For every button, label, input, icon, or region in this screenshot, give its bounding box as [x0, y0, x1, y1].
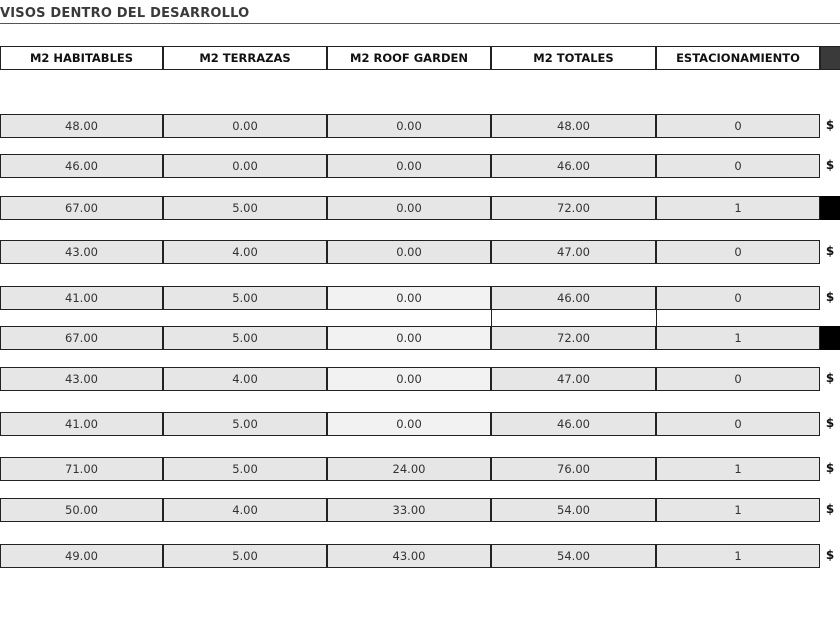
table-header	[0, 46, 840, 70]
table-row	[0, 154, 840, 178]
price-cell-blank	[820, 196, 840, 220]
table-row	[0, 196, 840, 220]
cell-terrazas: 4.00	[163, 498, 327, 522]
cell-roof: 0.00	[327, 412, 491, 436]
cell-totales: 46.00	[491, 154, 656, 178]
cell-estacionamiento: 0	[656, 240, 820, 264]
table-row	[0, 326, 840, 350]
table-row	[0, 457, 840, 481]
cell-terrazas: 5.00	[163, 196, 327, 220]
cell-estacionamiento: 1	[656, 544, 820, 568]
column-header-m2-totales: M2 TOTALES	[491, 46, 656, 70]
cell-habitables: 41.00	[0, 412, 163, 436]
cell-estacionamiento: 1	[656, 196, 820, 220]
cell-terrazas: 5.00	[163, 286, 327, 310]
cell-estacionamiento: 1	[656, 498, 820, 522]
cell-roof: 33.00	[327, 498, 491, 522]
cell-roof: 0.00	[327, 114, 491, 138]
cell-totales: 72.00	[491, 196, 656, 220]
table-row	[0, 286, 840, 310]
column-divider	[491, 310, 492, 326]
cell-terrazas: 5.00	[163, 412, 327, 436]
cell-terrazas: 5.00	[163, 326, 327, 350]
cell-habitables: 67.00	[0, 196, 163, 220]
cell-roof: 43.00	[327, 544, 491, 568]
price-currency: $	[825, 371, 835, 385]
cell-habitables: 50.00	[0, 498, 163, 522]
price-currency: $	[825, 290, 835, 304]
price-currency: $	[825, 158, 835, 172]
column-divider	[656, 310, 657, 326]
table-row	[0, 114, 840, 138]
cell-totales: 46.00	[491, 412, 656, 436]
price-currency: $	[825, 502, 835, 516]
cell-terrazas: 5.00	[163, 457, 327, 481]
table-row	[0, 367, 840, 391]
cell-habitables: 41.00	[0, 286, 163, 310]
cell-totales: 47.00	[491, 367, 656, 391]
cell-estacionamiento: 0	[656, 114, 820, 138]
cell-habitables: 67.00	[0, 326, 163, 350]
table-row	[0, 498, 840, 522]
cell-estacionamiento: 0	[656, 367, 820, 391]
title-divider	[0, 23, 840, 24]
column-header-estacionamiento: ESTACIONAMIENTO	[656, 46, 820, 70]
cell-estacionamiento: 0	[656, 286, 820, 310]
cell-terrazas: 4.00	[163, 367, 327, 391]
cell-roof: 0.00	[327, 326, 491, 350]
table-row	[0, 412, 840, 436]
cell-habitables: 48.00	[0, 114, 163, 138]
cell-totales: 54.00	[491, 498, 656, 522]
cell-totales: 47.00	[491, 240, 656, 264]
price-currency: $	[825, 118, 835, 132]
table-row	[0, 544, 840, 568]
cell-habitables: 46.00	[0, 154, 163, 178]
cell-totales: 48.00	[491, 114, 656, 138]
price-currency: $	[825, 548, 835, 562]
cell-terrazas: 5.00	[163, 544, 327, 568]
price-currency: $	[825, 416, 835, 430]
cell-totales: 54.00	[491, 544, 656, 568]
cell-roof: 0.00	[327, 286, 491, 310]
column-header-m2-habitables: M2 HABITABLES	[0, 46, 163, 70]
cell-habitables: 49.00	[0, 544, 163, 568]
price-currency: $	[825, 244, 835, 258]
cell-totales: 72.00	[491, 326, 656, 350]
cell-terrazas: 0.00	[163, 154, 327, 178]
column-header-m2-terrazas: M2 TERRAZAS	[163, 46, 327, 70]
cell-roof: 0.00	[327, 367, 491, 391]
page-title: VISOS DENTRO DEL DESARROLLO	[0, 6, 250, 21]
cell-totales: 76.00	[491, 457, 656, 481]
cell-habitables: 43.00	[0, 367, 163, 391]
column-header-m2-roof-garden: M2 ROOF GARDEN	[327, 46, 491, 70]
cell-roof: 0.00	[327, 196, 491, 220]
cell-roof: 0.00	[327, 240, 491, 264]
cell-totales: 46.00	[491, 286, 656, 310]
cell-estacionamiento: 1	[656, 457, 820, 481]
table-row	[0, 240, 840, 264]
column-header-price	[820, 46, 840, 70]
cell-habitables: 43.00	[0, 240, 163, 264]
price-currency: $	[825, 461, 835, 475]
cell-habitables: 71.00	[0, 457, 163, 481]
cell-roof: 0.00	[327, 154, 491, 178]
cell-estacionamiento: 1	[656, 326, 820, 350]
cell-terrazas: 0.00	[163, 114, 327, 138]
price-cell-blank	[820, 326, 840, 350]
cell-estacionamiento: 0	[656, 154, 820, 178]
cell-estacionamiento: 0	[656, 412, 820, 436]
cell-roof: 24.00	[327, 457, 491, 481]
cell-terrazas: 4.00	[163, 240, 327, 264]
